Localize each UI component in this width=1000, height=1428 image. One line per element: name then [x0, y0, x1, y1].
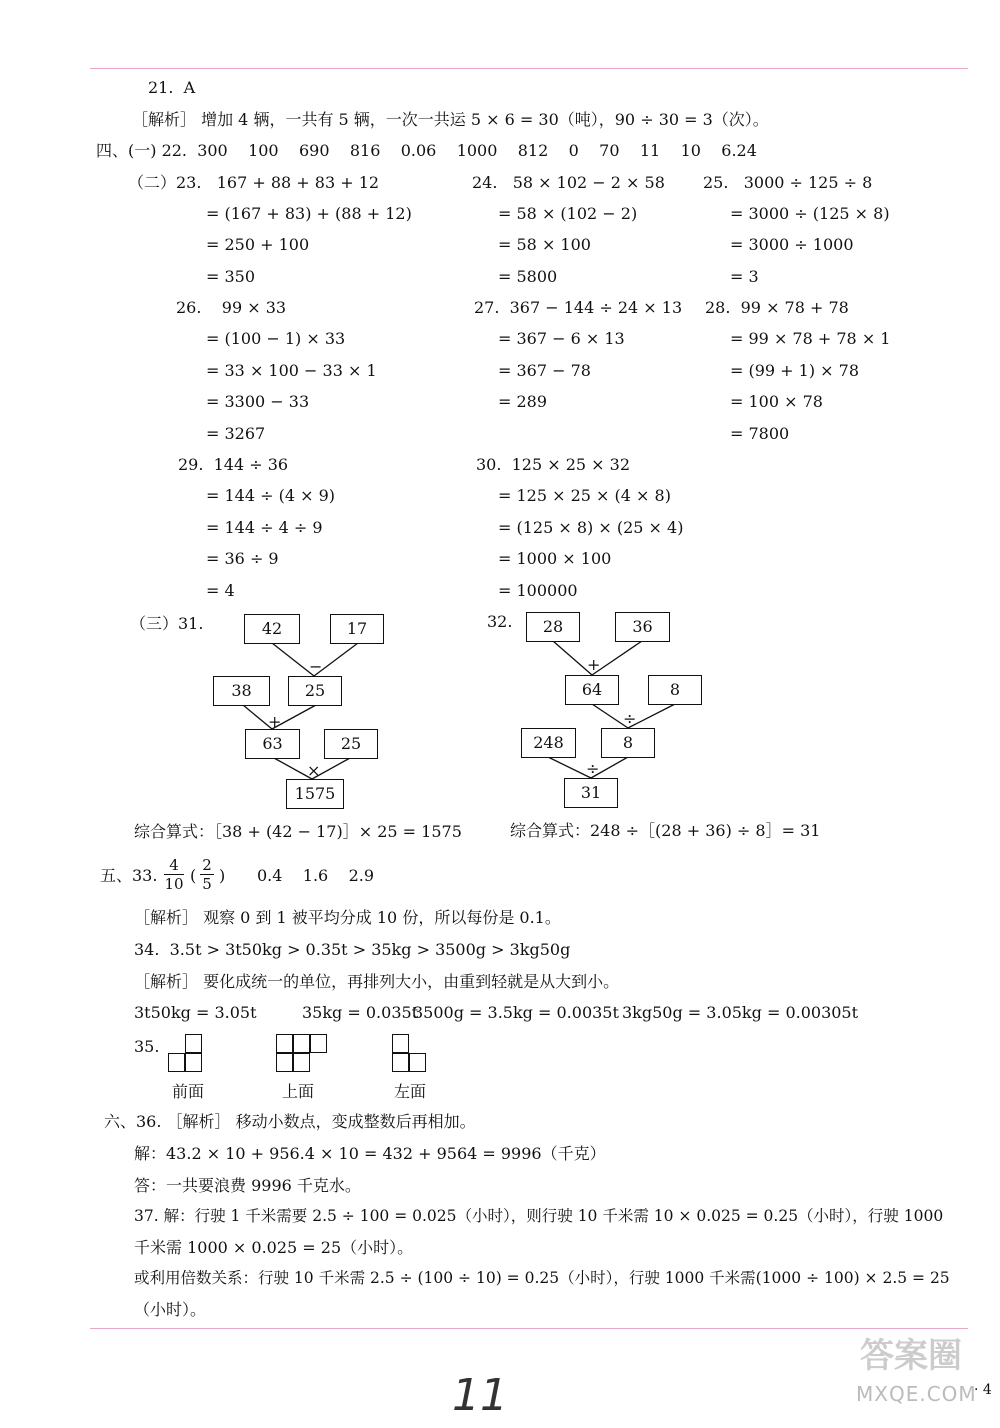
grid-cell: [293, 1053, 310, 1072]
q33-rest: 0.4 1.6 2.9: [257, 866, 375, 885]
q37-line-3: 或利用倍数关系：行驶 10 千米需 2.5 ÷ (100 ÷ 10) = 0.25（小时），行驶 1000 千米需(1000 ÷ 100) × 2.5 = 25: [134, 1269, 950, 1287]
q32-box: 8: [601, 728, 655, 758]
q23-line: = 250 + 100: [206, 235, 310, 254]
q24-line: = 58 × (102 − 2): [498, 204, 638, 223]
q33-fraction-2: [200, 856, 214, 893]
front-view-label: 前面: [172, 1082, 205, 1101]
fraction-numerator: 4: [169, 856, 179, 874]
q21-analysis: ［解析］ 增加 4 辆，一共有 5 辆，一次一共运 5 × 6 = 30（吨），90 ÷ 30 = 3（次）。: [132, 110, 769, 129]
q27-line: = 367 − 6 × 13: [498, 329, 625, 348]
q34-conversion: 3t50kg = 3.05t: [134, 1003, 257, 1022]
q32-box: 31: [564, 778, 618, 808]
grid-cell: [168, 1053, 185, 1072]
q26-line: = 3300 − 33: [206, 392, 310, 411]
q25-line: = 3: [730, 267, 759, 286]
q24-line: = 5800: [498, 267, 558, 286]
q29-line: = 36 ÷ 9: [206, 549, 279, 568]
q37-line-4: （小时）。: [134, 1300, 207, 1319]
left-view-label: 左面: [394, 1082, 427, 1101]
q28-line: = (99 + 1) × 78: [730, 361, 860, 380]
q25-line: 25. 3000 ÷ 125 ÷ 8: [703, 173, 873, 192]
q36-answer: 答：一共要浪费 9996 千克水。: [134, 1176, 361, 1195]
q31-box: 63: [245, 729, 300, 759]
grid-cell: [276, 1034, 293, 1053]
grid-cell: [409, 1053, 426, 1072]
q32-box: 248: [521, 728, 576, 758]
q33-analysis: ［解析］ 观察 0 到 1 被平均分成 10 份，所以每份是 0.1。: [134, 908, 561, 927]
page-mark: · 4: [974, 1382, 992, 1398]
top-view-grid: [276, 1034, 328, 1074]
left-view-grid: [392, 1034, 436, 1074]
q28-line: = 7800: [730, 424, 790, 443]
watermark-url: MXQE.COM: [856, 1382, 977, 1406]
q24-line: 24. 58 × 102 − 2 × 58: [472, 173, 665, 192]
q21-answer: 21. A: [148, 78, 196, 97]
q36-analysis: 六、36. ［解析］ 移动小数点，变成整数后再相加。: [104, 1112, 476, 1131]
q25-line: = 3000 ÷ 1000: [730, 235, 854, 254]
q31-formula: 综合算式：［38 + (42 − 17)］× 25 = 1575: [134, 822, 462, 841]
q32-box: 8: [648, 675, 702, 705]
q29-line: = 4: [206, 581, 235, 600]
q31-box: 17: [330, 614, 384, 644]
q31-box: 25: [324, 729, 378, 759]
top-view-label: 上面: [282, 1082, 315, 1101]
q23-line: = (167 + 83) + (88 + 12): [206, 204, 412, 223]
grid-cell: [185, 1053, 202, 1072]
q32-op: +: [587, 655, 601, 674]
q36-solution: 解：43.2 × 10 + 956.4 × 10 = 432 + 9564 = 9996（千克）: [134, 1144, 606, 1163]
paren-open: (: [190, 866, 197, 885]
grid-cell: [185, 1034, 202, 1053]
section-4-2-label: （二）: [128, 173, 177, 192]
q34-conversion: 35kg = 0.035t: [302, 1003, 419, 1022]
handwritten-page-number: 11: [452, 1370, 508, 1421]
bottom-rule: [90, 1328, 968, 1329]
q35-label: 35.: [134, 1037, 160, 1056]
q27-line: = 367 − 78: [498, 361, 591, 380]
q32-box: 28: [526, 612, 580, 642]
q32-op: ÷: [586, 759, 600, 778]
q31-op: ×: [307, 761, 321, 780]
q34-analysis: ［解析］ 要化成统一的单位，再排列大小，由重到轻就是从大到小。: [134, 972, 620, 991]
q25-line: = 3000 ÷ (125 × 8): [730, 204, 890, 223]
fraction-denominator: 10: [164, 875, 184, 893]
q33-label: 五、33.: [100, 866, 158, 885]
q22-answers: 四、(一) 22. 300 100 690 816 0.06 1000 812 0 70 11 10 6.24: [96, 141, 757, 160]
q34-conversion: 3kg50g = 3.05kg = 0.00305t: [622, 1003, 859, 1022]
q27-line: 27. 367 − 144 ÷ 24 × 13: [474, 298, 683, 317]
q28-line: = 99 × 78 + 78 × 1: [730, 329, 891, 348]
q31-op: +: [268, 712, 282, 731]
q30-line: = 100000: [498, 581, 578, 600]
q23-line: = 350: [206, 267, 256, 286]
q34-conversion: 3500g = 3.5kg = 0.0035t: [413, 1003, 619, 1022]
q26-line: = (100 − 1) × 33: [206, 329, 346, 348]
q31-op: −: [309, 657, 323, 676]
q32-box: 64: [565, 675, 619, 705]
q31-box: 25: [288, 676, 342, 706]
q32-op: ÷: [623, 709, 637, 728]
q31-box: 1575: [286, 779, 344, 809]
q30-line: = 1000 × 100: [498, 549, 612, 568]
q37-line-2: 千米需 1000 × 0.025 = 25（小时）。: [134, 1238, 414, 1257]
q32-label: 32.: [487, 612, 513, 631]
q31-box: 38: [213, 676, 270, 706]
q31-box: 42: [244, 614, 300, 644]
q26-line: 26. 99 × 33: [176, 298, 287, 317]
q32-box: 36: [615, 612, 670, 642]
section-4-3-label: （三）31.: [130, 614, 204, 633]
watermark-logo: 答案圈: [860, 1336, 962, 1376]
q33-fraction-1: [164, 856, 184, 893]
q26-line: = 33 × 100 − 33 × 1: [206, 361, 377, 380]
q29-line: = 144 ÷ 4 ÷ 9: [206, 518, 323, 537]
q34-answer: 34. 3.5t > 3t50kg > 0.35t > 35kg > 3500g > 3kg50g: [134, 940, 571, 959]
fraction-denominator: 5: [202, 875, 212, 893]
q32-formula: 综合算式：248 ÷［(28 + 36) ÷ 8］= 31: [510, 821, 821, 840]
paren-close: ): [219, 866, 226, 885]
q27-line: = 289: [498, 392, 548, 411]
q24-line: = 58 × 100: [498, 235, 591, 254]
q28-line: 28. 99 × 78 + 78: [705, 298, 849, 317]
grid-cell: [392, 1053, 409, 1072]
grid-cell: [293, 1034, 310, 1053]
grid-cell: [276, 1053, 293, 1072]
q37-line-1: 37. 解：行驶 1 千米需要 2.5 ÷ 100 = 0.025（小时），则行驶 10 千米需 10 × 0.025 = 0.25（小时），行驶 1000: [134, 1207, 944, 1225]
q23-line: 23. 167 + 88 + 83 + 12: [176, 173, 380, 192]
q30-line: = 125 × 25 × (4 × 8): [498, 486, 671, 505]
q29-line: = 144 ÷ (4 × 9): [206, 486, 336, 505]
q26-line: = 3267: [206, 424, 266, 443]
q30-line: = (125 × 8) × (25 × 4): [498, 518, 684, 537]
front-view-grid: [168, 1034, 212, 1074]
fraction-numerator: 2: [202, 856, 212, 874]
q29-line: 29. 144 ÷ 36: [178, 455, 289, 474]
grid-cell: [310, 1034, 327, 1053]
grid-cell: [392, 1034, 409, 1053]
q28-line: = 100 × 78: [730, 392, 823, 411]
q30-line: 30. 125 × 25 × 32: [476, 455, 631, 474]
